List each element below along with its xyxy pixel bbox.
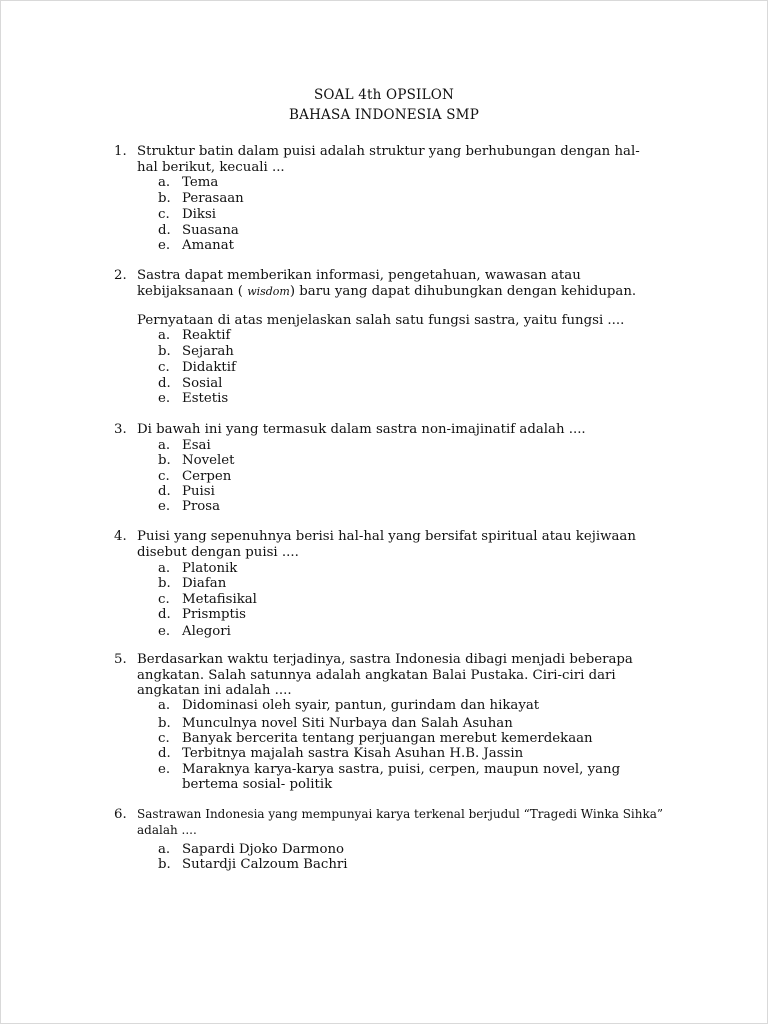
question-text xyxy=(137,529,677,560)
option-text: Suasana xyxy=(182,223,239,238)
option-text: Sapardi Djoko Darmono xyxy=(182,842,345,857)
question-number: 2. xyxy=(114,268,127,283)
question-text-line: Struktur batin dalam puisi adalah struktur yang berhubungan dengan hal- xyxy=(137,144,640,159)
document-title: SOAL 4th OPSILON xyxy=(313,87,455,103)
question-number: 5. xyxy=(114,652,127,667)
option-letter: b. xyxy=(158,857,171,872)
question-statement: Pernyataan di atas menjelaskan salah satu fungsi sastra, yaitu fungsi .... xyxy=(137,313,625,328)
document-subtitle: BAHASA INDONESIA SMP xyxy=(289,107,479,123)
option-text: Tema xyxy=(182,175,219,190)
option-letter: a. xyxy=(158,175,171,190)
question-text-line: angkatan. Salah satunnya adalah angkatan Balai Pustaka. Ciri-ciri dari xyxy=(137,667,616,683)
option-letter: d. xyxy=(158,223,171,238)
question-text-line: adalah .... xyxy=(137,822,197,837)
question-text xyxy=(137,652,677,699)
question-number: 4. xyxy=(114,529,127,544)
option-letter: c. xyxy=(158,207,170,222)
question-text-line xyxy=(137,284,677,300)
question-text xyxy=(137,807,677,838)
option-text: Prosa xyxy=(182,499,221,514)
option-letter: b. xyxy=(158,576,171,591)
option-letter: b. xyxy=(158,716,171,731)
question-number: 1. xyxy=(114,144,127,159)
option-text: Platonik xyxy=(182,561,238,576)
option-text: bertema sosial- politik xyxy=(182,777,333,792)
option-letter: b. xyxy=(158,453,171,468)
option-text: Banyak bercerita tentang perjuangan merebut kemerdekaan xyxy=(182,731,593,746)
option-text: Sosial xyxy=(182,376,223,391)
option-letter: e. xyxy=(158,762,171,777)
question-text xyxy=(137,144,677,175)
question-text-line: Sastra dapat memberikan informasi, pengetahuan, wawasan atau xyxy=(137,268,581,283)
option-letter: d. xyxy=(158,484,171,499)
option-text: Puisi xyxy=(182,484,215,499)
question-text-line: Sastrawan Indonesia yang mempunyai karya terkenal berjudul “Tragedi Winka Sihka” xyxy=(137,807,664,821)
option-letter: e. xyxy=(158,391,171,406)
question-text-line: Berdasarkan waktu terjadinya, sastra Indonesia dibagi menjadi beberapa xyxy=(137,652,633,667)
option-text: Amanat xyxy=(182,238,234,253)
option-letter: d. xyxy=(158,607,171,622)
option-text: Sejarah xyxy=(182,344,234,359)
question-text-line: hal berikut, kecuali ... xyxy=(137,159,285,175)
option-text: Reaktif xyxy=(182,328,231,343)
option-letter: a. xyxy=(158,328,171,343)
option-letter: d. xyxy=(158,746,171,761)
option-text: Estetis xyxy=(182,391,229,406)
option-letter: a. xyxy=(158,438,171,453)
text-segment: ) baru yang dapat dihubungkan dengan kehidupan. xyxy=(289,283,637,299)
option-text: Metafisikal xyxy=(182,592,257,607)
option-letter: a. xyxy=(158,842,171,857)
option-text: Sutardji Calzoum Bachri xyxy=(182,857,348,872)
italic-term: wisdom xyxy=(247,284,290,298)
option-letter: a. xyxy=(158,561,171,576)
option-letter: b. xyxy=(158,191,171,206)
option-letter: c. xyxy=(158,731,170,746)
option-text: Perasaan xyxy=(182,191,244,206)
option-letter: c. xyxy=(158,592,170,607)
question-text xyxy=(137,422,677,438)
question-text-line: angkatan ini adalah .... xyxy=(137,683,292,698)
option-text: Cerpen xyxy=(182,469,232,484)
option-letter: d. xyxy=(158,376,171,391)
option-text: Esai xyxy=(182,438,211,453)
option-letter: c. xyxy=(158,360,170,375)
option-letter: e. xyxy=(158,238,171,253)
option-text: Terbitnya majalah sastra Kisah Asuhan H.B. Jassin xyxy=(182,746,524,761)
question-text-line: Puisi yang sepenuhnya berisi hal-hal yang bersifat spiritual atau kejiwaan xyxy=(137,529,636,544)
question-text-line: Di bawah ini yang termasuk dalam sastra non-imajinatif adalah .... xyxy=(137,422,586,437)
option-letter: b. xyxy=(158,344,171,359)
question-number: 6. xyxy=(114,807,127,822)
option-letter: e. xyxy=(158,499,171,514)
option-text: Novelet xyxy=(182,453,235,468)
text-segment: kebijaksanaan ( xyxy=(137,283,248,299)
option-text: Diafan xyxy=(182,576,227,591)
question-text-line: disebut dengan puisi .... xyxy=(137,544,299,560)
question-text xyxy=(137,268,677,299)
option-text: Didaktif xyxy=(182,360,236,375)
option-text: Alegori xyxy=(182,624,231,639)
option-text: Diksi xyxy=(182,207,217,222)
option-text: Maraknya karya-karya sastra, puisi, cerpen, maupun novel, yang xyxy=(182,762,621,777)
option-letter: a. xyxy=(158,698,171,713)
question-number: 3. xyxy=(114,422,127,437)
option-text: Didominasi oleh syair, pantun, gurindam dan hikayat xyxy=(182,698,540,713)
option-text: Munculnya novel Siti Nurbaya dan Salah Asuhan xyxy=(182,716,513,731)
option-letter: e. xyxy=(158,624,171,639)
option-letter: c. xyxy=(158,469,170,484)
option-text: Prismptis xyxy=(182,607,246,622)
